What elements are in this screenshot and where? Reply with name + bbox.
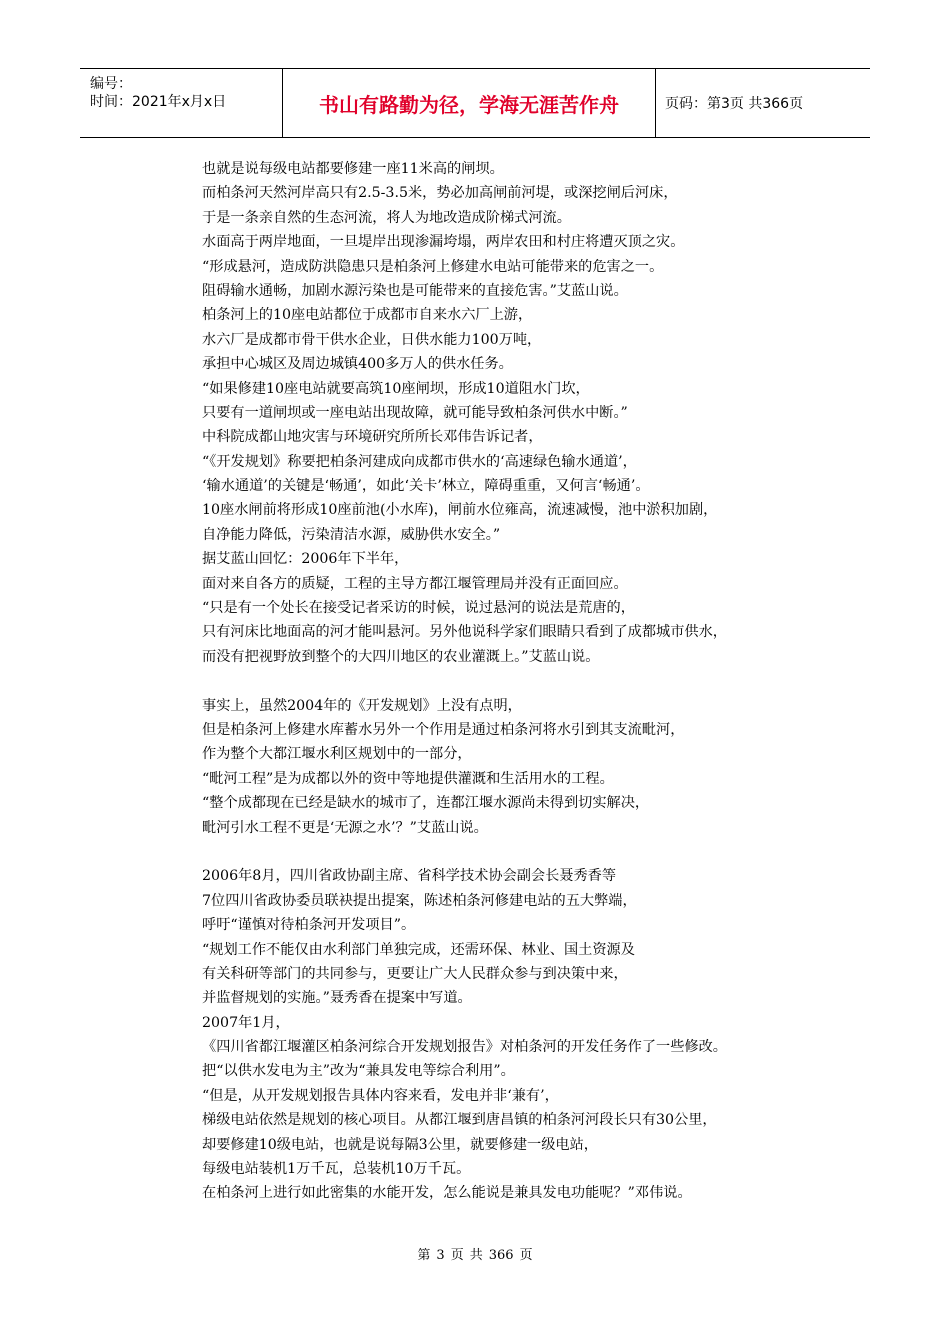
text-line: 只有河床比地面高的河才能叫悬河。另外他说科学家们眼睛只看到了成都城市供水， <box>202 624 727 641</box>
footer-di: 第 <box>417 1248 431 1263</box>
footer-gong: 共 <box>469 1248 483 1263</box>
header-meta-cell <box>80 69 283 137</box>
text-line: 中科院成都山地灾害与环境研究所所长邓伟告诉记者， <box>202 429 543 446</box>
text-line: ‘输水通道’的关键是‘畅通’，如此‘关卡’林立，障碍重重，又何言‘畅通’。 <box>202 478 650 495</box>
text-line: 《四川省都江堰灌区柏条河综合开发规划报告》对柏条河的开发任务作了一些修改。 <box>202 1039 727 1056</box>
text-line: 作为整个大都江堰水利区规划中的一部分， <box>202 746 472 763</box>
text-line: 并监督规划的实施。”聂秀香在提案中写道。 <box>202 990 472 1007</box>
page-header <box>80 68 870 138</box>
text-line: “规划工作不能仅由水利部门单独完成，还需环保、林业、国土资源及 <box>202 941 635 958</box>
text-line: 2006年8月，四川省政协副主席、省科学技术协会副会长聂秀香等 <box>202 868 617 885</box>
text-line: 事实上，虽然2004年的《开发规划》上没有点明， <box>202 697 522 714</box>
doc-number-label: 编号： <box>90 76 132 92</box>
text-line: 10座水闸前将形成10座前池(小水库)，闸前水位雍高，流速减慢，池中淤积加剧， <box>202 502 718 519</box>
text-line: 水六厂是成都市骨干供水企业，日供水能力100万吨， <box>202 331 542 348</box>
text-line: 水面高于两岸地面，一旦堤岸出现渗漏垮塌，两岸农田和村庄将遭灭顶之灾。 <box>202 234 685 251</box>
text-line: 于是一条亲自然的生态河流，将人为地改造成阶梯式河流。 <box>202 209 571 226</box>
text-line: “《开发规划》称要把柏条河建成向成都市供水的‘高速绿色输水通道’， <box>202 453 637 470</box>
text-line: 有关科研等部门的共同参与，更要让广大人民群众参与到决策中来， <box>202 965 628 982</box>
text-line: 2007年1月， <box>202 1014 290 1031</box>
text-line: “整个成都现在已经是缺水的城市了，连都江堰水源尚未得到切实解决， <box>202 795 650 812</box>
text-line: 每级电站装机1万千瓦，总装机10万千瓦。 <box>202 1161 471 1178</box>
text-line: 呼吁“谨慎对待柏条河开发项目”。 <box>202 917 416 934</box>
document-body <box>202 157 842 1206</box>
footer-page-number: 3 <box>436 1248 445 1263</box>
header-page-info: 页码：第3页 共366页 <box>665 96 804 112</box>
text-line: 承担中心城区及周边城镇400多万人的供水任务。 <box>202 356 513 373</box>
text-line: “毗河工程”是为成都以外的资中等地提供灌溉和生活用水的工程。 <box>202 770 614 787</box>
text-line: 梯级电站依然是规划的核心项目。从都江堰到唐昌镇的柏条河河段长只有30公里， <box>202 1112 717 1129</box>
footer-total-pages: 366 <box>488 1248 514 1263</box>
text-line: 在柏条河上进行如此密集的水能开发，怎么能说是兼具发电功能呢？”邓伟说。 <box>202 1185 692 1202</box>
text-line: 据艾蓝山回忆：2006年下半年， <box>202 551 409 568</box>
text-line: 只要有一道闸坝或一座电站出现故障，就可能导致柏条河供水中断。” <box>202 404 628 421</box>
page-footer <box>0 1244 950 1263</box>
text-line <box>202 840 842 864</box>
text-line: “但是，从开发规划报告具体内容来看，发电并非‘兼有’， <box>202 1087 559 1104</box>
footer-ye: 页 <box>450 1248 464 1263</box>
text-line: 但是柏条河上修建水库蓄水另外一个作用是通过柏条河将水引到其支流毗河， <box>202 721 685 738</box>
text-line <box>202 669 842 693</box>
doc-time-label: 时间：2021年x月x日 <box>90 94 227 110</box>
text-line: “只是有一个处长在接受记者采访的时候，说过悬河的说法是荒唐的， <box>202 600 635 617</box>
text-line: 而没有把视野放到整个的大四川地区的农业灌溉上。”艾蓝山说。 <box>202 648 600 665</box>
text-line: “形成悬河，造成防洪隐患只是柏条河上修建水电站可能带来的危害之一。 <box>202 258 664 275</box>
text-line: 毗河引水工程不更是‘无源之水’？”艾蓝山说。 <box>202 819 488 836</box>
text-line: 阻碍输水通畅，加剧水源污染也是可能带来的直接危害。”艾蓝山说。 <box>202 282 628 299</box>
text-line: 面对来自各方的质疑，工程的主导方都江堰管理局并没有正面回应。 <box>202 575 628 592</box>
text-line: 柏条河上的10座电站都位于成都市自来水六厂上游， <box>202 307 533 324</box>
text-line: 却要修建10级电站，也就是说每隔3公里，就要修建一级电站， <box>202 1136 598 1153</box>
text-line: 7位四川省政协委员联袂提出提案，陈述柏条河修建电站的五大弊端， <box>202 892 637 909</box>
text-line: 自净能力降低，污染清洁水源，威胁供水安全。” <box>202 526 501 543</box>
footer-ye-2: 页 <box>519 1248 533 1263</box>
text-line: 也就是说每级电站都要修建一座11米高的闸坝。 <box>202 161 504 177</box>
text-line: 把“以供水发电为主”改为“兼具发电等综合利用”。 <box>202 1063 515 1080</box>
text-line: “如果修建10座电站就要高筑10座闸坝，形成10道阻水门坎， <box>202 380 590 397</box>
text-line: 而柏条河天然河岸高只有2.5-3.5米，势必加高闸前河堤，或深挖闸后河床， <box>202 185 678 202</box>
header-motto: 书山有路勤为径，学海无涯苦作舟 <box>283 69 656 137</box>
